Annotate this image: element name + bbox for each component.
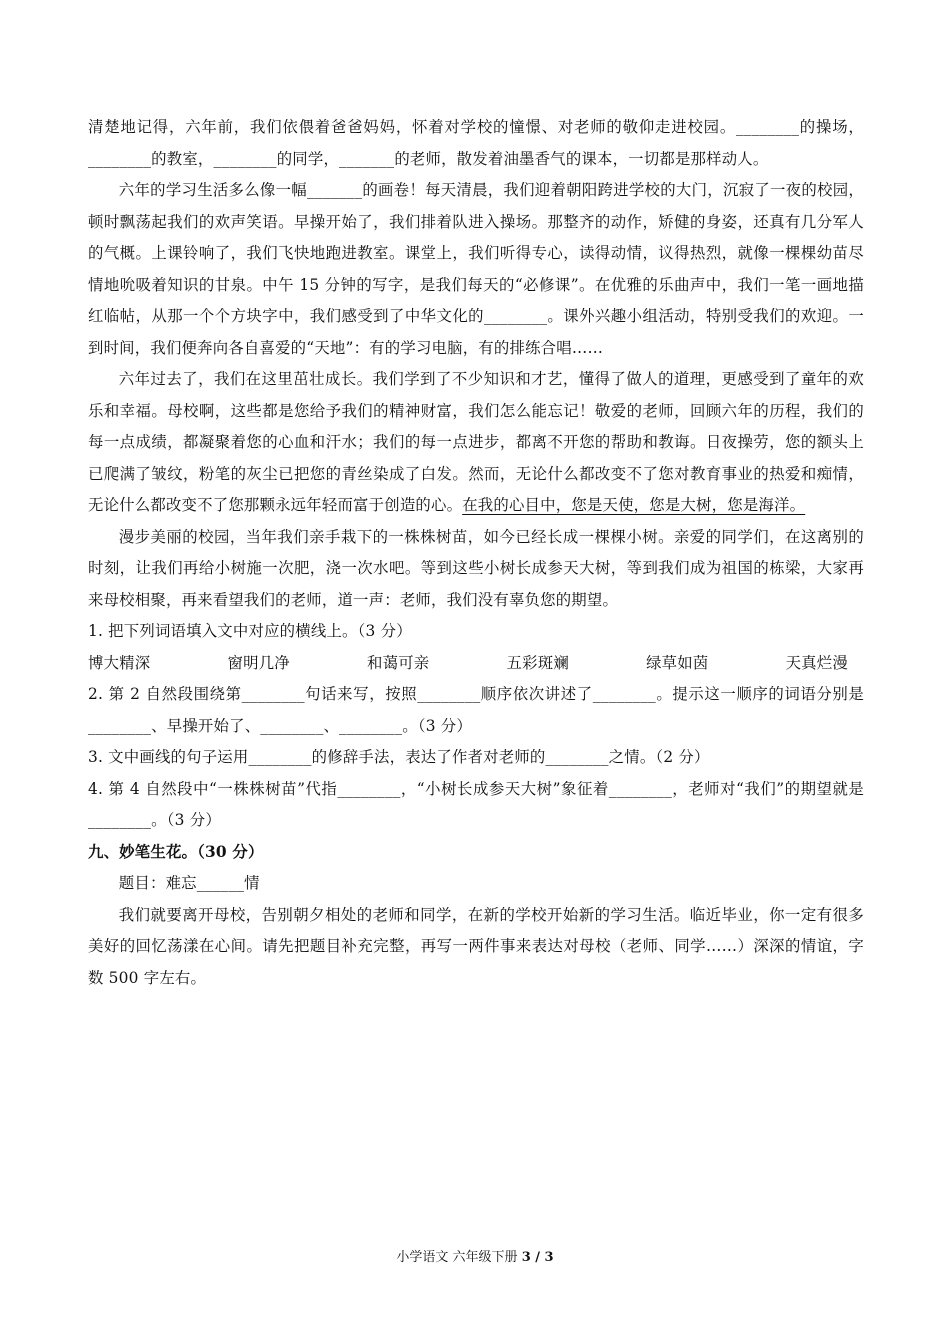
page-footer — [0, 1249, 950, 1267]
word-bank-item: 五彩斑斓 — [506, 653, 569, 672]
passage-paragraph-2: 六年的学习生活多么像一幅_______的画卷！每天清晨，我们迎着朝阳跨进学校的大门，沉寂了一夜的校园，顿时飘荡起我们的欢声笑语。早操开始了，我们排着队进入操场。那整齐的动作，矫健的身姿，还真有几分军人的气概。上课铃响了，我们飞快地跑进教室。课堂上，我们听得专心，读得动情，议得热烈，就像一棵棵幼苗尽情地吮吸着知识的甘泉。中午 15 分钟的写字，是我们每天的“必修课”。在优雅的乐曲声中，我们一笔一画地描红临帖，从那一个个方块字中，我们感受到了中华文化的________。课外兴趣小组活动，特别受我们的欢迎。一到时间，我们便奔向各自喜爱的“天地”：有的学习电脑，有的排练合唱…… — [88, 181, 864, 357]
page-number: 3 / 3 — [521, 1250, 554, 1265]
question-1: 1. 把下列词语填入文中对应的横线上。（3 分） — [88, 622, 412, 640]
word-bank-item: 窗明几净 — [227, 653, 290, 672]
word-bank — [88, 648, 848, 680]
question-4: 4. 第 4 自然段中“一株株树苗”代指________，“小树长成参天大树”象征着________，老师对“我们”的期望就是________。（3 分） — [88, 779, 864, 829]
question-3: 3. 文中画线的句子运用________的修辞手法，表达了作者对老师的________之情。（2 分） — [88, 748, 710, 766]
word-bank-item: 博大精深 — [88, 653, 151, 672]
passage-paragraph-1: 清楚地记得，六年前，我们依偎着爸爸妈妈，怀着对学校的憧憬、对老师的敬仰走进校园。________的操场，________的教室，________的同学，_______的老师，散发着油墨香气的课本，一切都是那样动人。 — [88, 118, 864, 168]
word-bank-item: 绿草如茵 — [646, 653, 709, 672]
footer-label: 小学语文 六年级下册 — [396, 1250, 518, 1265]
passage-paragraph-4: 漫步美丽的校园，当年我们亲手栽下的一株株树苗，如今已经长成一棵棵小树。亲爱的同学们，在这离别的时刻，让我们再给小树施一次肥，浇一次水吧。等到这些小树长成参天大树，等到我们成为祖国的栋梁，大家再来母校相聚，再来看望我们的老师，道一声：老师，我们没有辜负您的期望。 — [88, 527, 864, 609]
passage-paragraph-3-text: 六年过去了，我们在这里茁壮成长。我们学到了不少知识和才艺，懂得了做人的道理，更感受到了童年的欢乐和幸福。母校啊，这些都是您给予我们的精神财富，我们怎么能忘记！敬爱的老师，回顾六年的历程，我们的每一点成绩，都凝聚着您的心血和汗水；我们的每一点进步，都离不开您的帮助和教诲。日夜操劳，您的额头上已爬满了皱纹，粉笔的灰尘已把您的青丝染成了白发。然而，无论什么都改变不了您对教育事业的热爱和痴情，无论什么都改变不了您那颗永远年轻而富于创造的心。 — [88, 370, 864, 514]
word-bank-item: 天真烂漫 — [785, 653, 848, 672]
composition-heading: 九、妙笔生花。（30 分） — [88, 842, 264, 861]
exam-page-content — [88, 112, 864, 994]
composition-title: 题目：难忘______情 — [118, 874, 260, 892]
question-2: 2. 第 2 自然段围绕第________句话来写，按照________顺序依次讲述了________。提示这一顺序的词语分别是________、早操开始了、________、________。（3 分） — [88, 685, 864, 735]
underlined-sentence: 在我的心目中，您是天使，您是大树，您是海洋。 — [462, 496, 806, 514]
composition-prompt: 我们就要离开母校，告别朝夕相处的老师和同学，在新的学校开始新的学习生活。临近毕业，你一定有很多美好的回忆荡漾在心间。请先把题目补充完整，再写一两件事来表达对母校（老师、同学……）深深的情谊，字数 500 字左右。 — [88, 905, 864, 987]
passage-paragraph-3 — [88, 364, 864, 522]
word-bank-item: 和蔼可亲 — [367, 653, 430, 672]
